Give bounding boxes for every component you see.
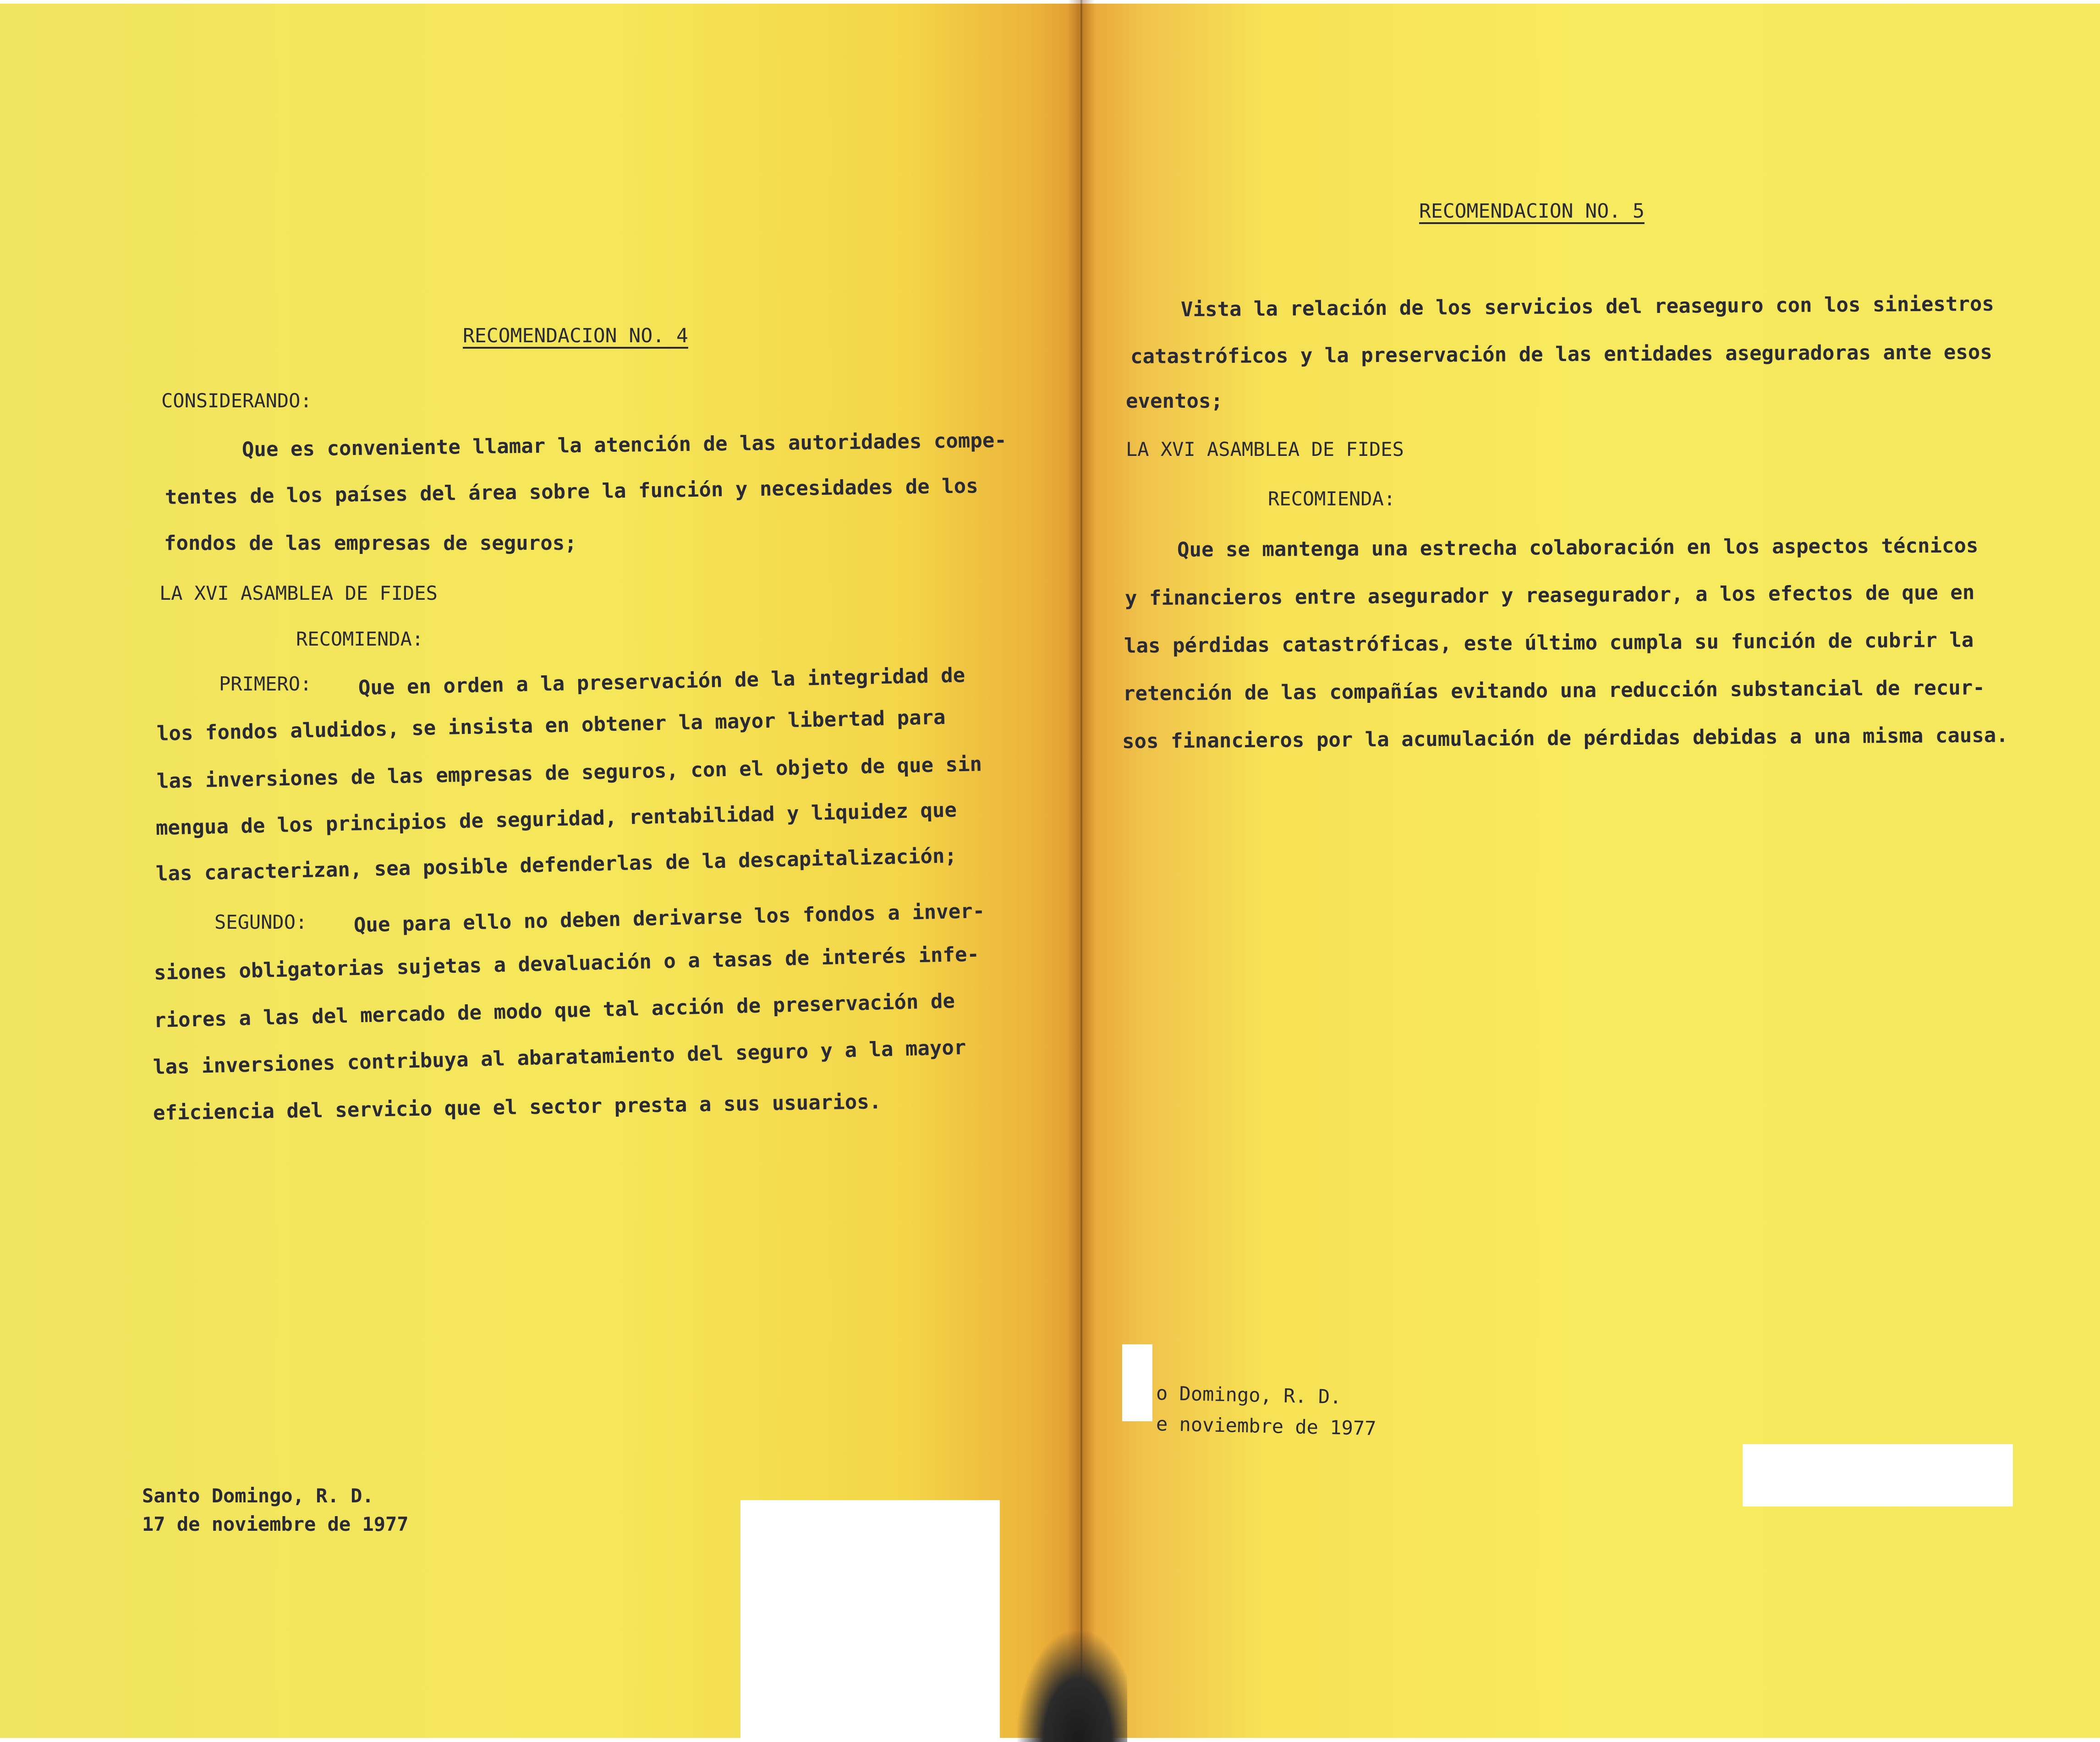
right-date: e noviembre de 1977 bbox=[1156, 1412, 1376, 1440]
right-place: o Domingo, R. D. bbox=[1156, 1381, 1342, 1408]
left-recomienda: RECOMIENDA: bbox=[296, 628, 424, 650]
right-page bbox=[1079, 4, 2100, 1738]
primero-label: PRIMERO: bbox=[219, 673, 312, 695]
redaction-box-right bbox=[1743, 1444, 2013, 1506]
left-heading: RECOMENDACION NO. 4 bbox=[463, 324, 688, 347]
gutter-shadow bbox=[1017, 1631, 1127, 1742]
redaction-box-small bbox=[1122, 1344, 1152, 1421]
primero-line-5: las caracterizan, sea posible defenderlas de la descapitalización; bbox=[155, 844, 957, 886]
right-asamblea: LA XVI ASAMBLEA DE FIDES bbox=[1126, 438, 1404, 460]
primero-line-1: Que en orden a la preservación de la integridad de bbox=[358, 663, 965, 700]
segundo-line-5: eficiencia del servicio que el sector presta a sus usuarios. bbox=[153, 1090, 882, 1125]
book-gutter bbox=[1068, 0, 1095, 1742]
segundo-line-2: siones obligatorias sujetas a devaluación o a tasas de interés infe- bbox=[154, 942, 980, 985]
segundo-line-1: Que para ello no deben derivarse los fondos a inver- bbox=[353, 899, 985, 937]
primero-line-2: los fondos aludidos, se insista en obtener la mayor libertad para bbox=[156, 705, 946, 745]
left-date: 17 de noviembre de 1977 bbox=[142, 1513, 409, 1535]
segundo-label: SEGUNDO: bbox=[214, 911, 307, 933]
body-line-3: las pérdidas catastróficas, este último cumpla su función de cubrir la bbox=[1124, 628, 1974, 658]
vista-line-3: eventos; bbox=[1126, 389, 1223, 413]
left-asamblea: LA XVI ASAMBLEA DE FIDES bbox=[159, 582, 438, 604]
right-recomienda: RECOMIENDA: bbox=[1268, 488, 1396, 510]
body-line-1: Que se mantenga una estrecha colaboración en los aspectos técnicos bbox=[1177, 534, 1979, 562]
segundo-line-4: las inversiones contribuya al abaratamiento del seguro y a la mayor bbox=[153, 1035, 966, 1079]
body-line-5: sos financieros por la acumulación de pérdidas debidas a una misma causa. bbox=[1122, 723, 2008, 753]
primero-line-4: mengua de los principios de seguridad, rentabilidad y liquidez que bbox=[155, 798, 957, 840]
left-page bbox=[0, 4, 1079, 1738]
right-heading: RECOMENDACION NO. 5 bbox=[1419, 200, 1645, 223]
vista-line-2: catastróficos y la preservación de las entidades aseguradoras ante esos bbox=[1130, 340, 1992, 368]
para1-line-2: tentes de los países del área sobre la función y necesidades de los bbox=[164, 474, 979, 509]
primero-line-3: las inversiones de las empresas de seguros, con el objeto de que sin bbox=[156, 752, 982, 793]
body-line-4: retención de las compañías evitando una reducción substancial de recur- bbox=[1123, 676, 1985, 706]
para1-line-1: Que es conveniente llamar la atención de las autoridades compe- bbox=[241, 428, 1007, 461]
vista-line-1: Vista la relación de los servicios del reaseguro con los siniestros bbox=[1180, 292, 1995, 322]
considerando-label: CONSIDERANDO: bbox=[161, 389, 312, 412]
redaction-box bbox=[740, 1500, 1000, 1742]
para1-line-3: fondos de las empresas de seguros; bbox=[164, 531, 577, 555]
left-place: Santo Domingo, R. D. bbox=[142, 1485, 374, 1507]
body-line-2: y financieros entre asegurador y reasegurador, a los efectos de que en bbox=[1124, 581, 1975, 610]
segundo-line-3: riores a las del mercado de modo que tal acción de preservación de bbox=[154, 989, 955, 1032]
